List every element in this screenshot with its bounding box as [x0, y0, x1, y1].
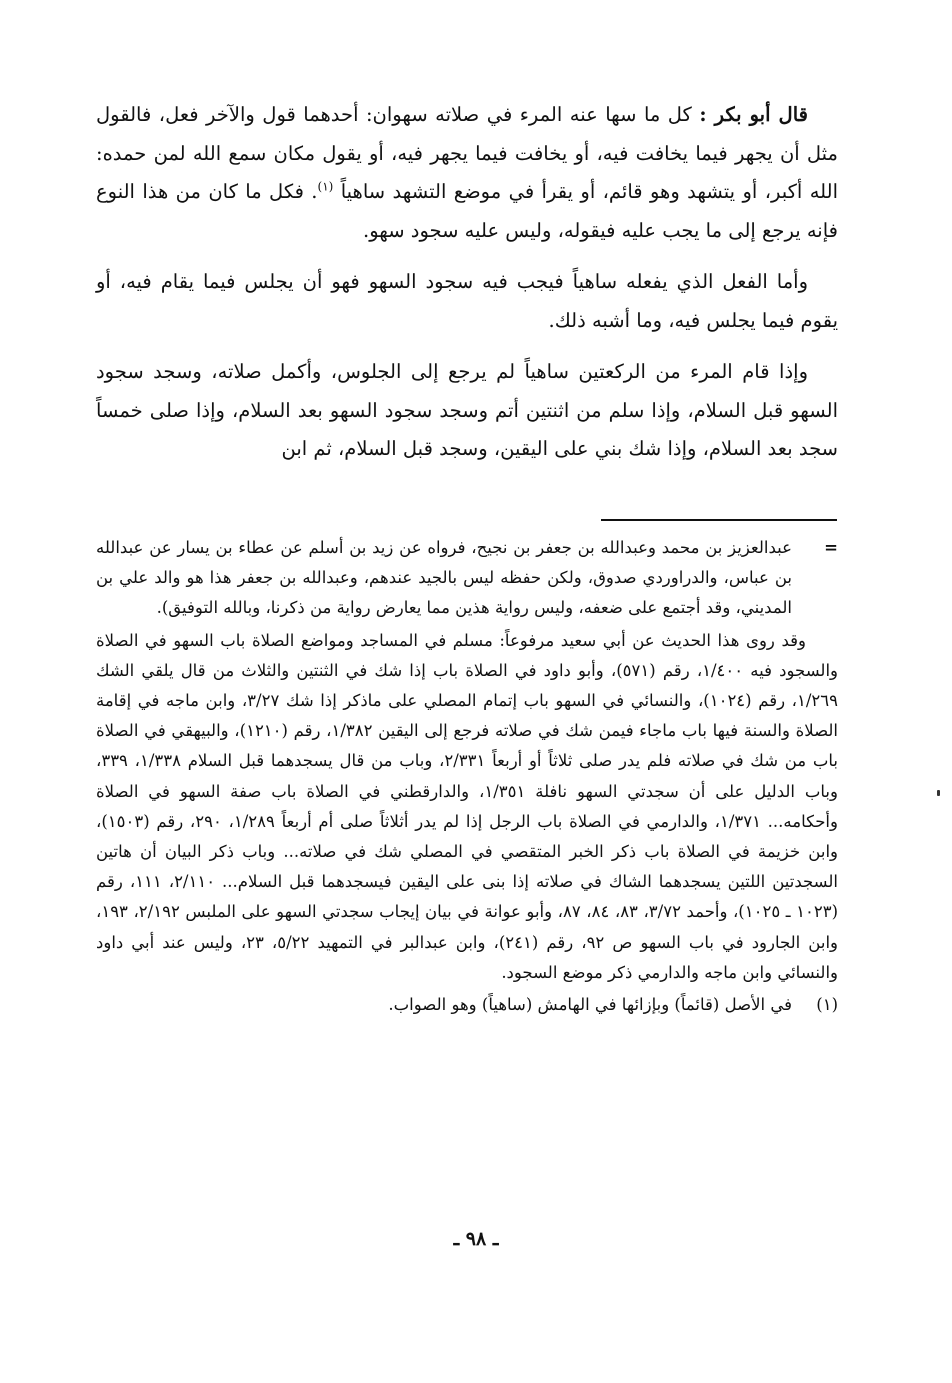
footnote-continuation: [96, 533, 838, 624]
footnote-1-text: في الأصل (قائماً) وبإزائها في الهامش (ساهياً) وهو الصواب.: [388, 995, 792, 1015]
footnote-number: (١): [816, 995, 838, 1015]
main-text: [96, 96, 838, 482]
paragraph-1-tail: . فكل ما كان من هذا النوع فإنه يرجع إلى ما يجب عليه فيقوله، وليس عليه سجود سهو.: [96, 180, 838, 242]
continuation-marker: =: [824, 538, 838, 557]
footnote-separator: [601, 519, 837, 521]
page-number: ـ ٩٨ ـ: [453, 1228, 499, 1250]
footnote-1: [96, 990, 838, 1020]
footnote-paragraph: وقد روى هذا الحديث عن أبي سعيد مرفوعاً: مسلم في المساجد ومواضع الصلاة باب السهو في الصلاة والسجود فيه ١/٤٠٠، رقم (٥٧١)، وأبو داود في الصلاة باب إذا شك في الثنتين والثلاث من قال يلقي الشك ١/٢٦٩، رقم (١٠٢٤)، والنسائي في السهو باب إتمام المصلي على ماذكر إذا شك ٣/٢٧، وابن ماجه في إقامة الصلاة والسنة فيها باب ماجاء فيمن شك في صلاته فرجع إلى اليقين ١/٣٨٢، رقم (١٢١٠)، والبيهقي في الصلاة باب من شك في صلاته فلم يدر صلى ثلاثاً أو أربعاً ٢/٣٣١، وباب من قال يسجدهما قبل السلام ١/٣٣٨، ٣٣٩، وباب الدليل على أن سجدتي السهو نافلة ١/٣٥١، والدارقطني في الصلاة باب صفة السهو في الصلاة وأحكامه... ١/٣٧١، والدارمي في الصلاة باب الرجل إذا لم يدر أثلاثاً صلى أم أربعاً ١/٢٨٩، ٢٩٠، رقم (١٥٠٣)، وابن خزيمة في الصلاة باب ذكر الخبر المتقصي في المصلي شك في صلاته... وباب ذكر البيان أن هاتين السجدتين اللتين يسجدهما الشاك في صلاته إذا بنى على اليقين فيسجدهما قبل السلام... ٢/١١٠، ١١١، رقم (١٠٢٣ ـ ١٠٢٥)، وأحمد ٣/٧٢، ٨٣، ٨٤، ٨٧، وأبو عوانة في بيان إيجاب سجدتي السهو على الملبس ٢/١٩٢، ١٩٣، وابن الجارود في باب السهو ص ٩٢، رقم (٢٤١)، وابن عبدالبر في التمهيد ٥/٢٢، ٢٣، وليس عند أبي داود والنسائي وابن ماجه والدارمي ذكر موضع السجود.: [96, 630, 839, 982]
paragraph-lead: قال أبو بكر :: [699, 103, 808, 126]
footnotes: [96, 533, 838, 1022]
scan-speck: [937, 790, 940, 796]
footnote-continuation-text: عبدالعزيز بن محمد وعبدالله بن جعفر بن نجيح، فرواه عن زيد بن أسلم عن عطاء بن يسار عن عبدالله بن عباس، والدراوردي صدوق، ولكن حفظه ليس بالجيد عندهم، وعبدالله بن جعفر هذا هو والد علي بن المديني، وقد أجتمع على ضعفه، وليس رواية هذين مما يعارض رواية من ذكرنا، وبالله التوفيق).: [96, 538, 792, 618]
footnote-reference: (١): [317, 179, 334, 194]
paragraph-1: [96, 96, 838, 250]
paragraph-2: وأما الفعل الذي يفعله ساهياً فيجب فيه سجود السهو فهو أن يجلس فيما يقام فيه، أو يقوم فيما يجلس فيه، وما أشبه ذلك.: [96, 270, 838, 332]
paragraph-1-body: كل ما سها عنه المرء في صلاته سهوان: أحدهما قول والآخر فعل، فالقول مثل أن يجهر فيما يخافت فيه، أو يخافت فيما يجهر فيه، أو يقول مكان سمع الله لمن حمده: الله أكبر، أو يتشهد وهو قائم، أو يقرأ في موضع التشهد ساهياً: [96, 103, 838, 203]
paragraph-3: وإذا قام المرء من الركعتين ساهياً لم يرجع إلى الجلوس، وأكمل صلاته، وسجد سجود السهو قبل السلام، وإذا سلم من اثنتين أتم وسجد سجود السهو بعد السلام، وإذا صلى خمساً سجد بعد السلام، وإذا شك بني على اليقين، وسجد قبل السلام، ثم ابن: [96, 360, 838, 460]
